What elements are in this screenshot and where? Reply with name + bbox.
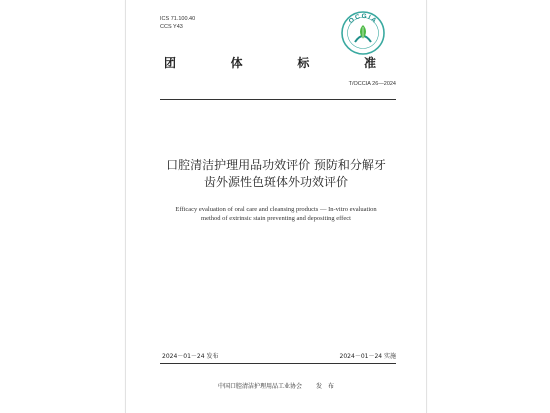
standard-type-char: 准 xyxy=(363,56,376,70)
bottom-divider xyxy=(160,363,396,364)
issue-date: 2024－01－24 发布 xyxy=(162,353,219,360)
ics-code: ICS 71.100.40 xyxy=(160,16,196,22)
standard-type-title xyxy=(164,54,376,71)
publish-word: 发 xyxy=(315,383,322,390)
english-title-line: method of extrinsic stain preventing and depositing effect xyxy=(201,215,351,222)
standard-type-char: 体 xyxy=(230,56,243,70)
publish-word: 布 xyxy=(328,383,335,390)
chinese-title-line: 齿外源性色斑体外功效评价 xyxy=(203,175,348,189)
top-divider xyxy=(160,99,396,100)
english-title xyxy=(146,205,406,223)
ocgia-logo-icon xyxy=(340,10,386,56)
logo-text: OCGIA xyxy=(347,12,379,26)
chinese-title xyxy=(146,157,406,191)
publisher-line xyxy=(126,381,426,390)
implementation-date: 2024－01－24 实施 xyxy=(339,353,396,360)
standard-number: T/OCCIA 26—2024 xyxy=(348,81,396,87)
standard-type-char: 团 xyxy=(164,56,177,70)
publisher-name: 中国口腔清洁护理用品工业协会 xyxy=(217,383,302,390)
chinese-title-line: 口腔清洁护理用品功效评价 预防和分解牙 xyxy=(166,158,386,172)
document-cover-page xyxy=(125,0,427,413)
standard-type-char: 标 xyxy=(297,56,310,70)
classification-codes xyxy=(160,15,195,31)
english-title-line: Efficacy evaluation of oral care and cleansing products — In-vitro evaluation xyxy=(175,206,377,213)
ccs-code: CCS Y43 xyxy=(160,24,183,30)
